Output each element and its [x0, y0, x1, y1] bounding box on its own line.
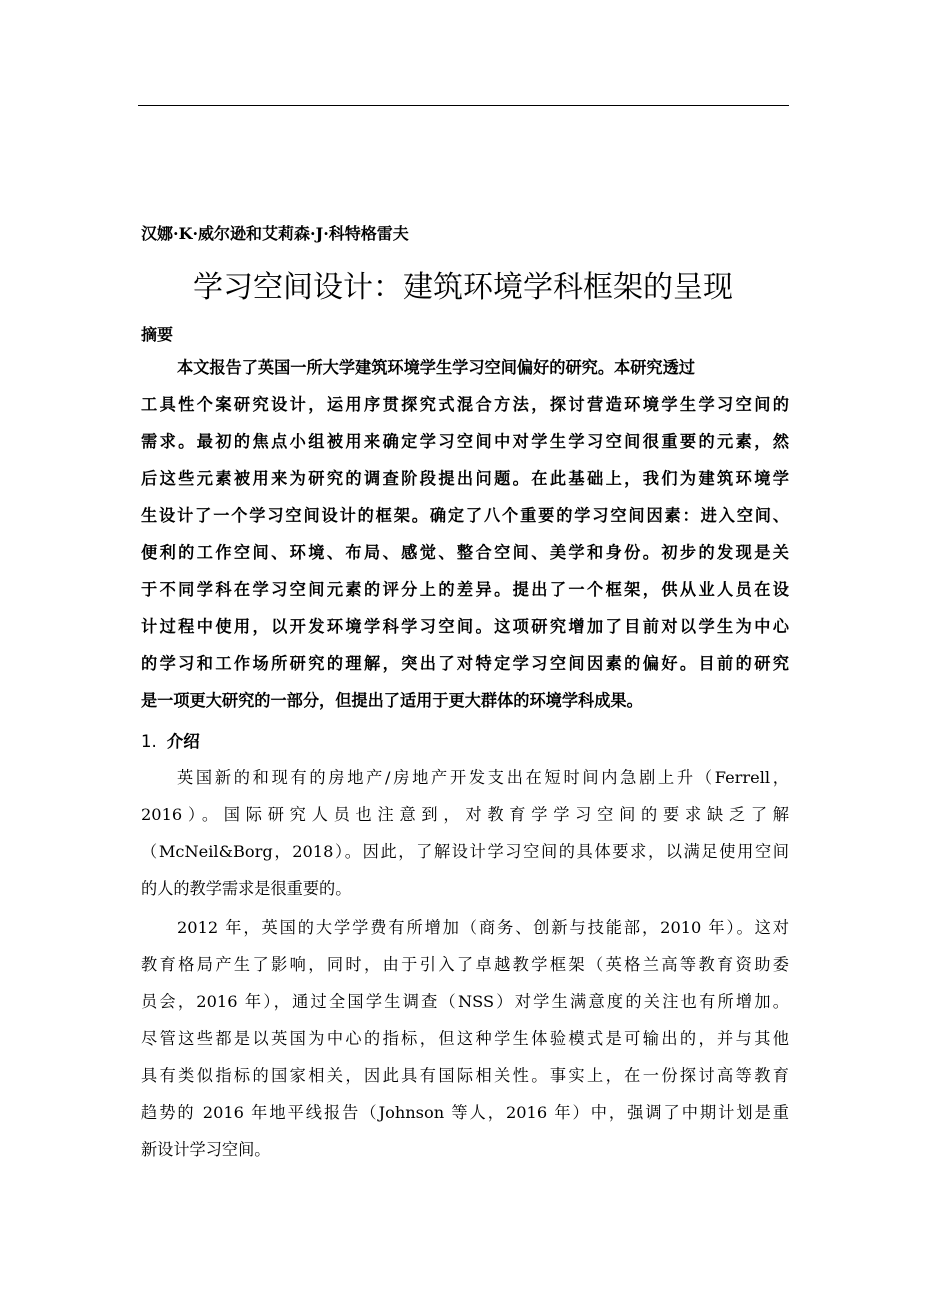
abstract-line: 工具性个案研究设计，运用序贯探究式混合方法，探讨营造环境学生学习空间的 [141, 395, 789, 414]
abstract-line: 本文报告了英国一所大学建筑环境学生学习空间偏好的研究。本研究透过 [177, 358, 695, 377]
body-line: 2016）。国际研究人员也注意到，对教育学学习空间的要求缺乏了解 [141, 805, 789, 824]
body-line: 2012 年，英国的大学学费有所增加（商务、创新与技能部，2010 年）。这对 [177, 918, 789, 937]
abstract-line: 是一项更大研究的一部分，但提出了适用于更大群体的环境学科成果。 [141, 691, 643, 710]
body-line: 趋势的 2016 年地平线报告（Johnson 等人，2016 年）中，强调了中期计划是重 [141, 1103, 789, 1122]
body-line: 尽管这些都是以英国为中心的指标，但这种学生体验模式是可输出的，并与其他 [141, 1029, 789, 1048]
abstract-heading: 摘要 [141, 325, 174, 344]
abstract-line: 计过程中使用，以开发环境学科学习空间。这项研究增加了目前对以学生为中心 [141, 617, 789, 636]
abstract-line: 于不同学科在学习空间元素的评分上的差异。提出了一个框架，供从业人员在设 [141, 580, 789, 599]
section-heading [141, 728, 200, 752]
body-line: 员会，2016 年），通过全国学生调查（NSS）对学生满意度的关注也有所增加。 [141, 992, 789, 1011]
body-line: 教育格局产生了影响，同时，由于引入了卓越教学框架（英格兰高等教育资助委 [141, 955, 789, 974]
section-title: 介绍 [166, 732, 200, 751]
abstract-line: 便利的工作空间、环境、布局、感觉、整合空间、美学和身份。初步的发现是关 [141, 543, 789, 562]
body-line: 新设计学习空间。 [141, 1140, 271, 1159]
section-number: 1. [141, 732, 157, 751]
body-line: （McNeil&Borg，2018）。因此，了解设计学习空间的具体要求，以满足使用空间 [141, 842, 789, 861]
intro-paragraph-1 [141, 759, 789, 907]
abstract-body [141, 349, 789, 719]
header-rule [138, 105, 789, 106]
body-line: 的人的教学需求是很重要的。 [141, 879, 352, 898]
abstract-line: 后这些元素被用来为研究的调查阶段提出问题。在此基础上，我们为建筑环境学 [141, 469, 789, 488]
paper-title: 学习空间设计：建筑环境学科框架的呈现 [193, 270, 733, 305]
abstract-line: 需求。最初的焦点小组被用来确定学习空间中对学生学习空间很重要的元素，然 [141, 432, 789, 451]
abstract-line: 生设计了一个学习空间设计的框架。确定了八个重要的学习空间因素：进入空间、 [141, 506, 789, 525]
body-line: 英国新的和现有的房地产/房地产开发支出在短时间内急剧上升（Ferrell， [177, 768, 789, 787]
intro-paragraph-2 [141, 909, 789, 1168]
body-line: 具有类似指标的国家相关，因此具有国际相关性。事实上，在一份探讨高等教育 [141, 1066, 789, 1085]
abstract-line: 的学习和工作场所研究的理解，突出了对特定学习空间因素的偏好。目前的研究 [141, 654, 789, 673]
author-names: 汉娜·K·威尔逊和艾莉森·J·科特格雷夫 [141, 224, 409, 243]
